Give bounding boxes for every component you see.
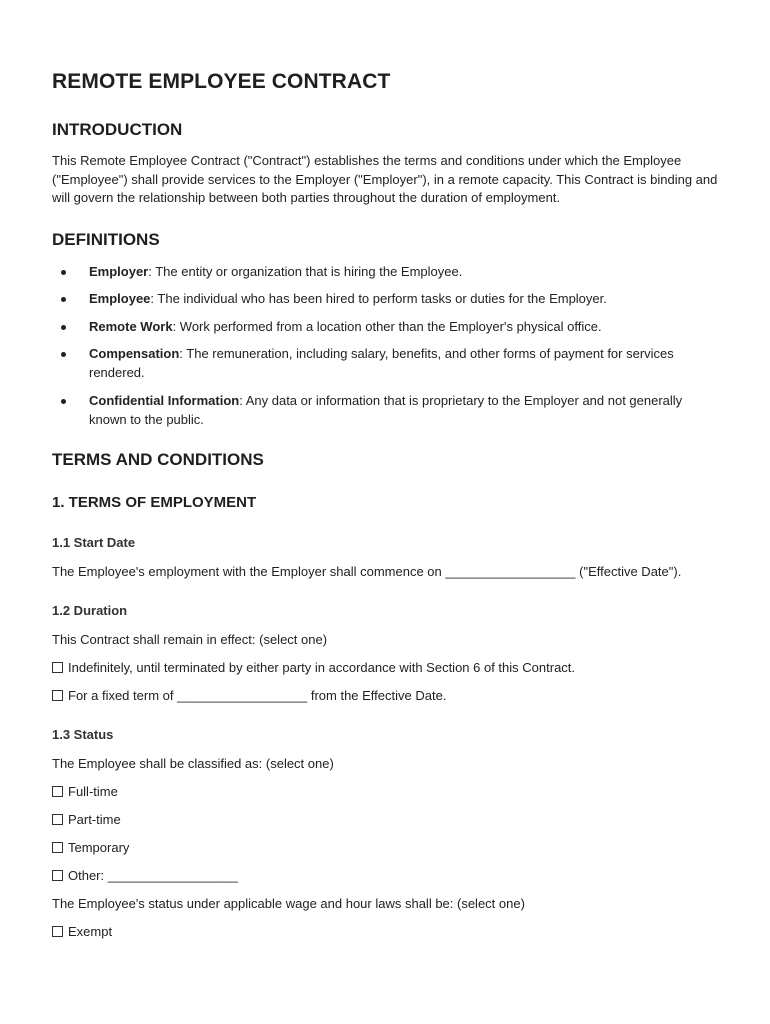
wage-option-exempt[interactable] — [52, 922, 720, 941]
definition-text: : The individual who has been hired to perform tasks or duties for the Employer. — [150, 291, 607, 306]
definition-term: Remote Work — [89, 318, 173, 334]
definition-text: : Work performed from a location other than the Employer's physical office. — [172, 318, 602, 334]
status-option-part-time[interactable] — [52, 810, 720, 829]
introduction-text: This Remote Employee Contract ("Contract") establishes the terms and conditions under which the Employee ("Employee") shall provide services to the Employer ("Employer"), in a remote capacity. This Contract is binding and will govern the relationship between both parties throughout the duration of employment. — [52, 153, 718, 205]
option-label: Temporary — [68, 839, 130, 855]
bullet-icon — [61, 325, 66, 330]
document-title: REMOTE EMPLOYEE CONTRACT — [52, 70, 391, 93]
option-label: Exempt — [68, 923, 113, 939]
definition-term: Employer — [89, 263, 149, 279]
definition-item — [52, 391, 720, 429]
bullet-icon — [61, 270, 66, 275]
definition-text: : Any data or information that is proprietary to the Employer and not generally known to the public. — [89, 392, 683, 427]
duration-option-fixed-term[interactable] — [52, 686, 720, 705]
definition-item — [52, 289, 720, 308]
terms-heading: TERMS AND CONDITIONS — [52, 449, 264, 469]
status-option-other[interactable] — [52, 866, 720, 885]
definition-term: Employee — [89, 291, 151, 306]
checkbox-icon[interactable] — [52, 786, 63, 797]
introduction-heading: INTRODUCTION — [52, 120, 183, 139]
definition-term: Confidential Information — [89, 392, 240, 408]
definition-text: : The remuneration, including salary, benefits, and other forms of payment for services rendered. — [89, 346, 674, 380]
definitions-list — [52, 262, 720, 429]
definition-item — [52, 262, 720, 281]
option-label: Full-time — [68, 783, 118, 799]
bullet-icon — [61, 352, 66, 357]
bullet-icon — [61, 297, 66, 302]
document-page — [52, 70, 720, 941]
duration-option-indefinite[interactable] — [52, 658, 720, 677]
checkbox-icon[interactable] — [52, 690, 63, 701]
definition-term: Compensation — [89, 346, 180, 361]
option-label: Indefinitely, until terminated by either party in accordance with Section 6 of this Contract. — [68, 659, 576, 675]
status-option-full-time[interactable] — [52, 782, 720, 801]
checkbox-icon[interactable] — [52, 842, 63, 853]
start-date-heading: 1.1 Start Date — [52, 534, 136, 550]
definition-item — [52, 344, 720, 382]
checkbox-icon[interactable] — [52, 662, 63, 673]
checkbox-icon[interactable] — [52, 870, 63, 881]
status-heading: 1.3 Status — [52, 726, 114, 742]
duration-heading: 1.2 Duration — [52, 602, 128, 618]
wage-status-intro: The Employee's status under applicable wage and hour laws shall be: (select one) — [52, 895, 525, 911]
section-1-heading: 1. TERMS OF EMPLOYMENT — [52, 493, 257, 511]
option-label: Part-time — [68, 811, 121, 827]
option-label: Other: __________________ — [68, 867, 238, 883]
checkbox-icon[interactable] — [52, 926, 63, 937]
option-label: For a fixed term of __________________ from the Effective Date. — [68, 687, 447, 703]
start-date-text: The Employee's employment with the Employer shall commence on __________________ ("Effective Date"). — [52, 563, 682, 579]
status-option-temporary[interactable] — [52, 838, 720, 857]
definition-item — [52, 317, 720, 336]
definition-text: : The entity or organization that is hiring the Employee. — [148, 263, 463, 279]
bullet-icon — [61, 399, 66, 404]
status-intro: The Employee shall be classified as: (select one) — [52, 755, 334, 771]
duration-intro: This Contract shall remain in effect: (select one) — [52, 631, 328, 647]
definitions-heading: DEFINITIONS — [52, 229, 160, 249]
checkbox-icon[interactable] — [52, 814, 63, 825]
